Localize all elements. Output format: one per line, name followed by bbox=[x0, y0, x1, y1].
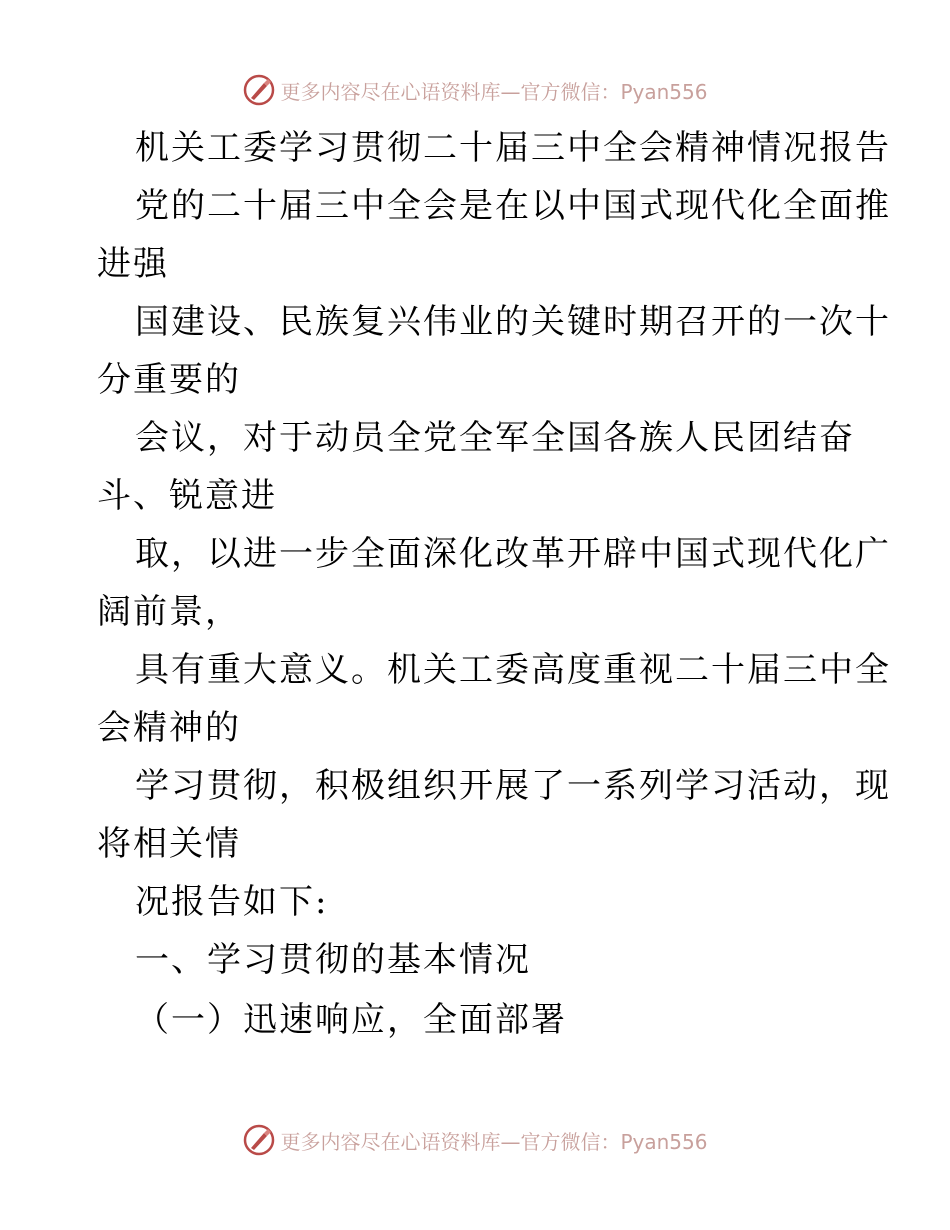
paragraph-line: 将相关情 bbox=[97, 824, 241, 864]
watermark-group bbox=[242, 1123, 707, 1157]
document-title: 机关工委学习贯彻二十届三中全会精神情况报告 bbox=[135, 128, 891, 168]
watermark-text: 更多内容尽在心语资料库—官方微信：Pyan556 bbox=[280, 1129, 708, 1154]
paragraph-line: 国建设、民族复兴伟业的关键时期召开的一次十 bbox=[135, 302, 891, 342]
section-heading: 一、学习贯彻的基本情况 bbox=[135, 940, 531, 980]
paragraph-line: 分重要的 bbox=[97, 360, 241, 400]
paragraph-line: 取，以进一步全面深化改革开辟中国式现代化广 bbox=[135, 534, 891, 574]
watermark-banner-bottom bbox=[0, 1120, 950, 1160]
paragraph-line: 学习贯彻，积极组织开展了一系列学习活动，现 bbox=[135, 766, 891, 806]
paragraph-line: 会议，对于动员全党全军全国各族人民团结奋 bbox=[135, 418, 855, 458]
watermark-group bbox=[242, 73, 707, 107]
paragraph-line: 况报告如下: bbox=[135, 882, 329, 922]
paragraph-line: 进强 bbox=[97, 244, 169, 284]
paragraph-line: 阔前景， bbox=[97, 592, 241, 632]
pen-logo-icon bbox=[242, 1123, 276, 1157]
paragraph-line: 会精神的 bbox=[97, 708, 241, 748]
paragraph-line: 党的二十届三中全会是在以中国式现代化全面推 bbox=[135, 186, 891, 226]
watermark-text: 更多内容尽在心语资料库—官方微信：Pyan556 bbox=[280, 79, 708, 104]
subsection-heading: （一）迅速响应，全面部署 bbox=[135, 1000, 567, 1040]
watermark-banner-top bbox=[0, 70, 950, 110]
paragraph-line: 具有重大意义。机关工委高度重视二十届三中全 bbox=[135, 650, 891, 690]
paragraph-line: 斗、锐意进 bbox=[97, 476, 277, 516]
pen-logo-icon bbox=[242, 73, 276, 107]
